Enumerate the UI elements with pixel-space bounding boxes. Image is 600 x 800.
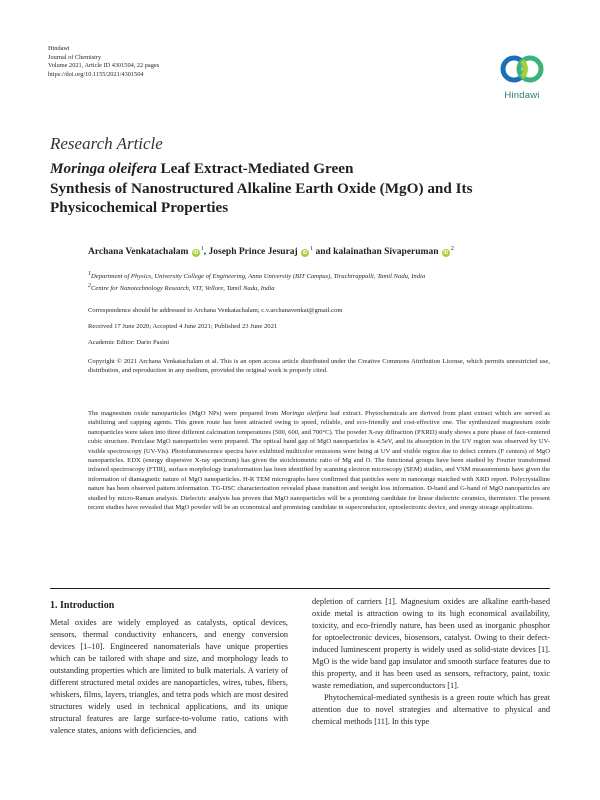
hindawi-logo-icon — [499, 49, 545, 89]
publisher-name: Hindawi — [48, 45, 70, 52]
affiliation-2: $^2$Centre for Nanotechnology Research, VIT, Vellore, Tamil Nadu, India — [88, 282, 275, 292]
author-affil-sup: 2 — [450, 246, 454, 252]
logo-text: Hindawi — [504, 90, 540, 101]
doi-link[interactable]: https://doi.org/10.1155/2021/4301504 — [48, 70, 144, 78]
orcid-icon[interactable]: iD — [302, 250, 308, 257]
academic-editor: Academic Editor: Dario Pasini — [88, 339, 170, 346]
title-line-2: Synthesis of Nanostructured Alkaline Earth Oxide (MgO) and Its — [50, 179, 473, 197]
article-type: Research Article — [50, 134, 163, 153]
article-title — [50, 159, 550, 218]
author-name[interactable]: Joseph Prince Jesuraj — [208, 247, 298, 258]
author-affil-sup: 1 — [310, 246, 314, 252]
orcid-icon[interactable]: iD — [443, 250, 449, 257]
affiliations — [88, 270, 558, 293]
journal-header — [48, 45, 159, 79]
intro-paragraph: Metal oxides are widely employed as catalysts, optical devices, sensors, thermal conductivity enhancers, and energy conversion devices [1–10]. Engineered nanomaterials have unique properties which can be tailored with shape and size, and morphology leads to outstanding properties which are limited to bulk materials. A variety of different structured metal oxides are nanoparticles, wires, tubes, fibers, whiskers, films, layers, triangles, and tetra pods which are most desired structures widely used in technical applications, and its unique structural features are large surface-to-volume ratio, cations with valence states, anions with deficiencies, and — [50, 618, 288, 735]
hindawi-logo — [497, 49, 547, 101]
author-name[interactable]: Archana Venkatachalam — [88, 247, 189, 258]
section-divider — [50, 588, 550, 589]
intro-paragraph: depletion of carriers [1]. Magnesium oxides are alkaline earth-based oxide metal is attraction owing to its high economical availability, toxicity, and eco-friendly nature, has been used as inorganic phosphor for optoelectronic devices, biosensors, catalyst. Owing to their defect-induced luminescent property is widely used as solid-state devices [1]. MgO is the wide band gap insulator and smooth surface features due to this property, and it has been used as sensors, refractory, paint, toxic waste remediation, and superconductors [1]. — [312, 597, 550, 690]
title-species: Moringa oleifera — [50, 160, 157, 177]
abstract-species: Moringa oleifera — [281, 410, 328, 417]
author-affil-sup: 1 — [200, 246, 204, 252]
author-name[interactable]: kalainathan Sivaperuman — [333, 247, 439, 258]
volume-line: Volume 2021, Article ID 4301504, 22 pages — [48, 62, 160, 70]
affiliation-1: $^1$Department of Physics, University College of Engineering, Anna University (BIT Campus), Tiruchirappalli, Tamil Nadu, India — [88, 271, 426, 281]
correspondence: Correspondence should be addressed to Archana Venkatachalam; c.v.archanavenkat@gmail.com — [88, 307, 343, 314]
author-list: Archana Venkatachalam $iD^1$, Joseph Prince Jesuraj $iD^1$ and kalainathan Sivaperuman $iD^2$ — [88, 246, 454, 258]
section-heading: 1. Introduction — [50, 600, 115, 611]
intro-column-left — [50, 617, 288, 737]
title-line-3: Physicochemical Properties — [50, 199, 229, 216]
intro-column-right — [312, 596, 550, 728]
intro-paragraph: Phytochemical-mediated synthesis is a green route which has great attention due to novel strategies and alternative to physical and chemical methods [11]. In this type — [312, 693, 550, 726]
publication-dates: Received 17 June 2020; Accepted 4 June 2021; Published 23 June 2021 — [88, 323, 278, 330]
journal-name: Journal of Chemistry — [48, 53, 102, 61]
copyright-notice: Copyright © 2021 Archana Venkatachalam et al. This is an open access article distributed under the Creative Commons Attribution License, which permits unrestricted use, distribution, and reproduction in any medium, provided the original work is properly cited. — [88, 358, 550, 375]
title-line-1: Moringa oleifera Leaf Extract-Mediated Green — [50, 160, 354, 177]
orcid-icon[interactable]: iD — [193, 250, 199, 257]
abstract: The magnesium oxide nanoparticles (MgO NPs) were prepared from Moringa oleifera leaf extract. Phytochemicals are derived from plant extract which are served as stabilizing and capping agents. This green route has been attracted owing to speed, reliable, and eco-friendly and cost-effective one. The synthesized magnesium oxide nanoparticles were taken into three different calcination temperatures (500, 600, and 700°C). The powder X-ray diffraction (PXRD) study shows a pure phase of face-centered cubic structure. Periclase MgO nanoparticles were prepared. The optical band gap of MgO nanoparticles is 4.5eV, and its absorption in the UV region was observed by UV-visible spectroscopy (UV-Vis). Photoluminescence spectra have exhibited multicolor emissions were being at UV and visible region due to defect centers (F centers) of MgO nanoparticles. EDX (energy dispersive X-ray spectrum) has given the stoichiometric ratio of Mg and O. The functional groups have been studied by Fourier transformed infrared spectroscopy (FTIR), surface morphology transformation has been identified by scanning electron microscopy (SEM) studies, and VSM measurements have given the information of diamagnetic nature of MgO nanoparticles. H-R TEM micrographs have confirmed that particles were in nanorange matched with XRD report. Polycrystalline nature has been observed pattern information. TG-DSC characterization revealed phase transition and weight loss information. D-band and G-band of MgO nanoparticles are studied by micro-Raman analysis. Dielectric analysis has proven that MgO nanoparticles will be a promising candidate for linear dielectric ceramics, thermistor. The present recent studies have revealed that MgO powder will be an economical and promising candidate in superconductor, optoelectronic device, and energy storage applications. — [88, 410, 550, 512]
